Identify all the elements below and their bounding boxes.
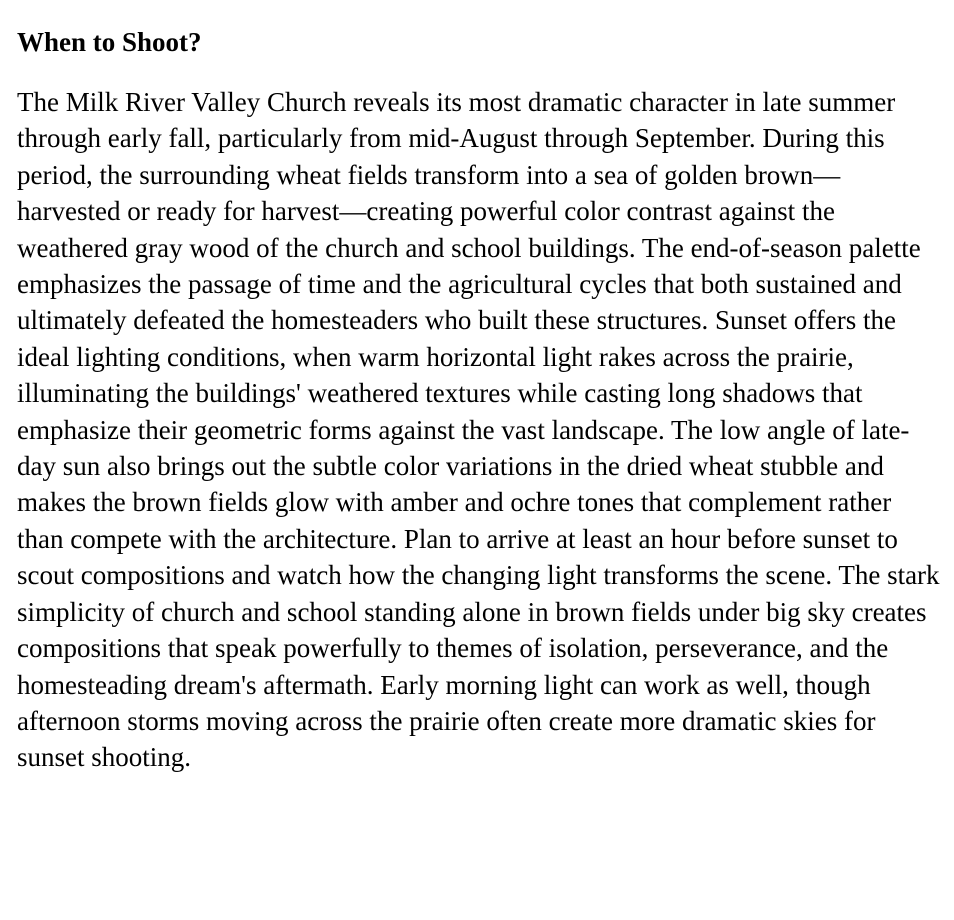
section-paragraph: The Milk River Valley Church reveals its most dramatic character in late summer through early fall, particularly from mid-August through September. During this period, the surrounding wheat fields transform into a sea of golden brown—harvested or ready for harvest—creating powerful color contrast against the weathered gray wood of the church and school buildings. The end-of-season palette emphasizes the passage of time and the agricultural cycles that both sustained and ultimately defeated the homesteaders who built these structures. Sunset offers the ideal lighting conditions, when warm horizontal light rakes across the prairie, illuminating the buildings' weathered textures while casting long shadows that emphasize their geometric forms against the vast landscape. The low angle of late-day sun also brings out the subtle color variations in the dried wheat stubble and makes the brown fields glow with amber and ochre tones that complement rather than compete with the architecture. Plan to arrive at least an hour before sunset to scout compositions and watch how the changing light transforms the scene. The stark simplicity of church and school standing alone in brown fields under big sky creates compositions that speak powerfully to themes of isolation, perseverance, and the homesteading dream's aftermath. Early morning light can work as well, though afternoon storms moving across the prairie often create more dramatic skies for sunset shooting. xyxy=(17,87,940,773)
section-heading: When to Shoot? xyxy=(17,27,202,57)
